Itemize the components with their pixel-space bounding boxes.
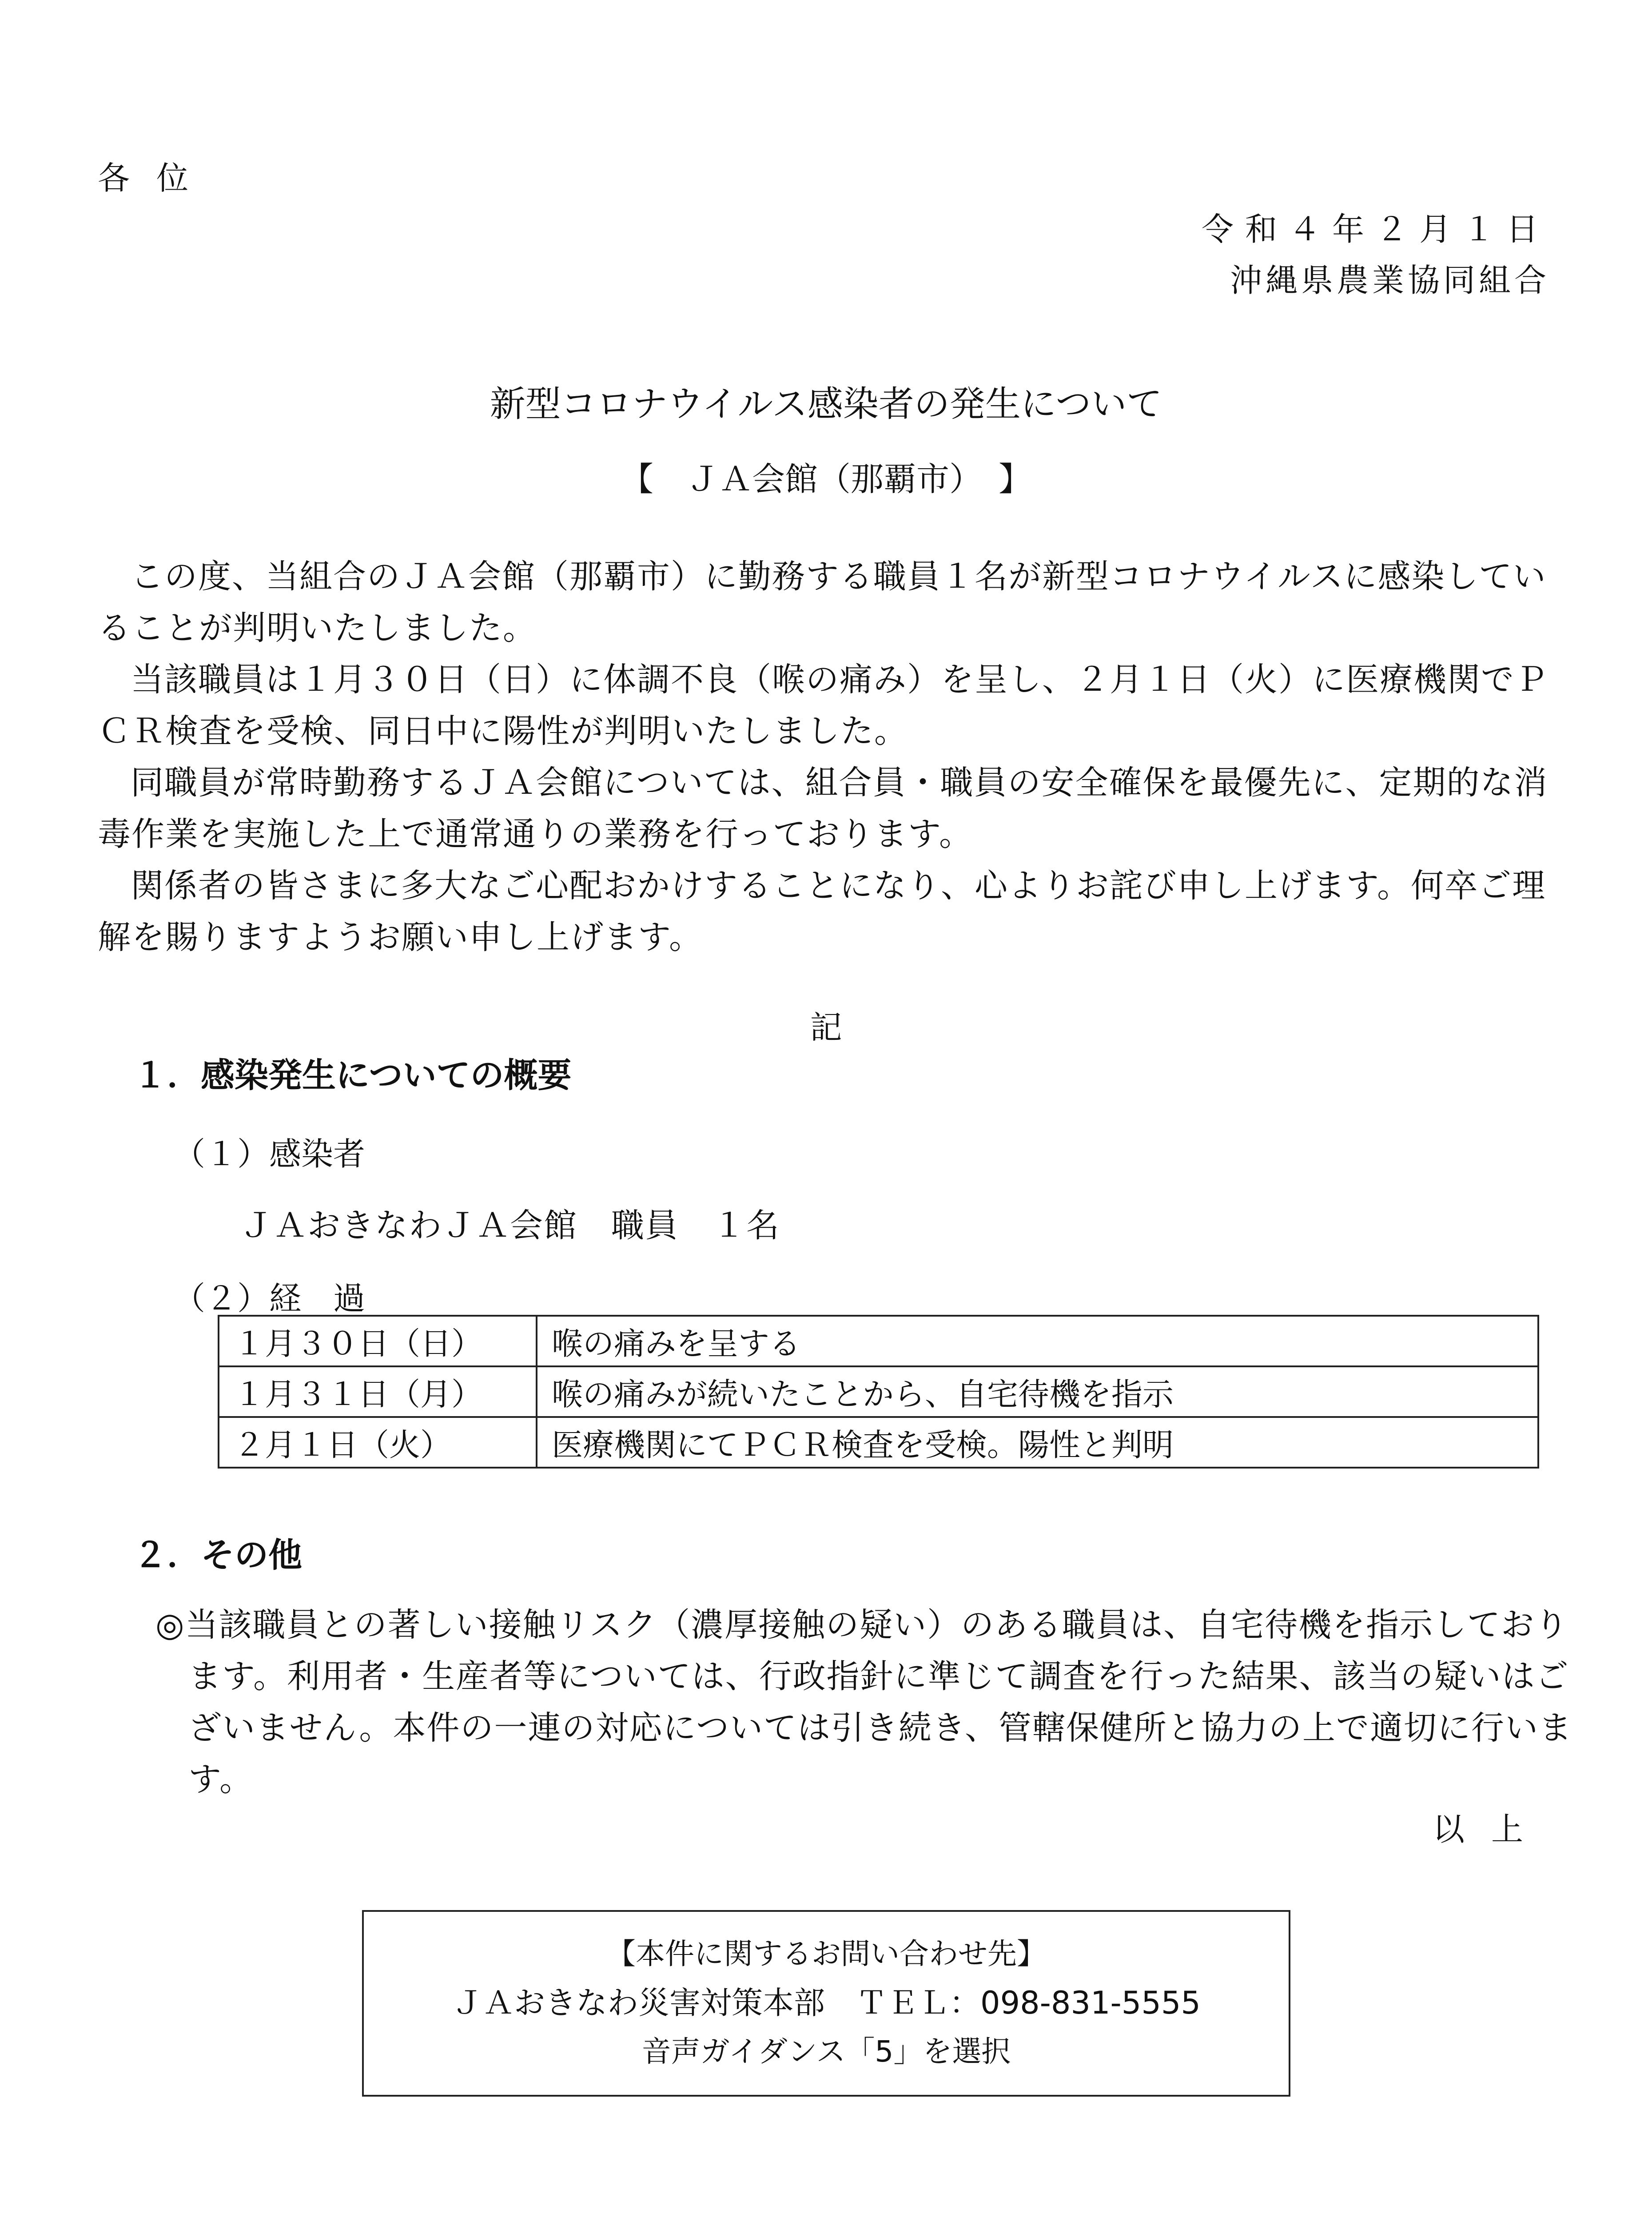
closing-mark: 以上 [1432, 1811, 1550, 1848]
table-row [219, 1316, 1538, 1366]
timeline-table [218, 1315, 1539, 1469]
document-subtitle: 【 ＪＡ会館（那覇市） 】 [621, 460, 1031, 498]
contact-box [362, 1910, 1290, 2097]
section-heading: ２．その他 [133, 1535, 302, 1575]
body-paragraph: この度、当組合のＪＡ会館（那覇市）に勤務する職員１名が新型コロナウイルスに感染していることが判明いたしました。 [98, 557, 1547, 647]
ki-marker: 記 [810, 1009, 842, 1046]
timeline-event: 喉の痛みが続いたことから、自宅待機を指示 [537, 1366, 1538, 1417]
timeline-date: １月３０日（日） [219, 1316, 537, 1366]
section-heading: １．感染発生についての概要 [133, 1055, 572, 1095]
infected-summary: ＪＡおきなわＪＡ会館 職員 １名 [240, 1206, 780, 1245]
contact-phone: ＪＡおきなわ災害対策本部 ＴＥＬ：098-831-5555 [452, 1985, 1201, 2021]
body-paragraph: 同職員が常時勤務するＪＡ会館については、組合員・職員の安全確保を最優先に、定期的な消毒作業を実施した上で通常通りの業務を行っております。 [98, 764, 1548, 853]
timeline-date: ２月１日（火） [219, 1417, 537, 1468]
table-row [219, 1366, 1538, 1417]
addressee: 各位 [98, 159, 215, 197]
timeline-event: 喉の痛みを呈する [537, 1316, 1538, 1366]
contact-heading: 【本件に関するお問い合わせ先】 [606, 1937, 1046, 1971]
subsection-label: （２）経 過 [173, 1280, 366, 1317]
timeline-event: 医療機関にてＰＣＲ検査を受検。陽性と判明 [537, 1417, 1538, 1468]
timeline-date: １月３１日（月） [219, 1366, 537, 1417]
contact-guidance: 音声ガイダンス「5」を選択 [641, 2034, 1011, 2069]
other-note: ◎当該職員との著しい接触リスク（濃厚接触の疑い）のある職員は、自宅待機を指示しております。利用者・生産者等については、行政指針に準じて調査を行った結果、該当の疑いはございません。本件の一連の対応については引き続き、管轄保健所と協力の上で適切に行います。 [155, 1606, 1572, 1799]
document-date: 令和４年２月１日 [1201, 211, 1550, 248]
organization-name: 沖縄県農業協同組合 [1230, 262, 1550, 299]
body-paragraph: 関係者の皆さまに多大なご心配おかけすることになり、心よりお詫び申し上げます。何卒ご理解を賜りますようお願い申し上げます。 [98, 867, 1546, 956]
body-paragraph: 当該職員は１月３０日（日）に体調不良（喉の痛み）を呈し、２月１日（火）に医療機関でＰＣＲ検査を受検、同日中に陽性が判明いたしました。 [98, 661, 1549, 750]
subsection-label: （１）感染者 [173, 1135, 366, 1173]
document-title: 新型コロナウイルス感染者の発生について [490, 383, 1162, 425]
table-row [219, 1417, 1538, 1468]
